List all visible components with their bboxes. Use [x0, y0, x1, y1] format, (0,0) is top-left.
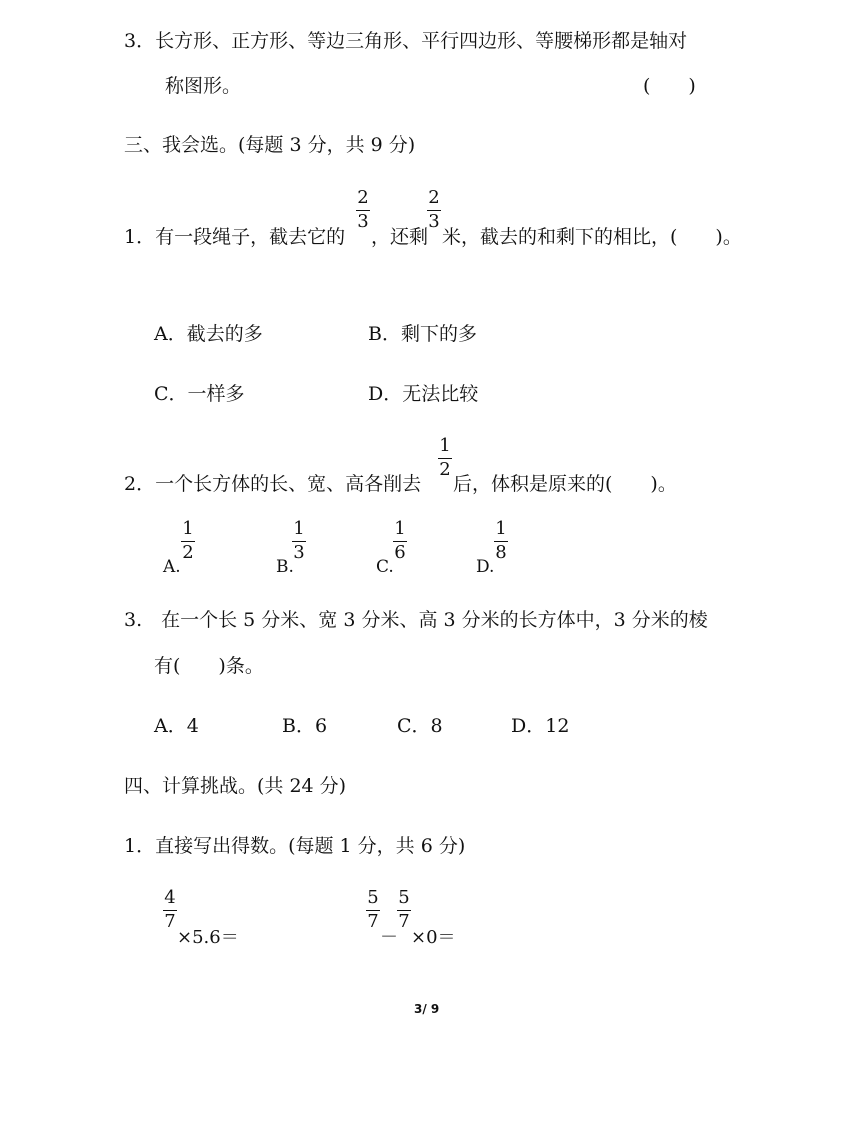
section-4-title: 四、计算挑战。(共 24 分)	[124, 775, 347, 797]
s3q1-option-a: A．截去的多	[154, 323, 263, 345]
fraction-denominator: 2	[439, 459, 451, 480]
s3q1-suffix: 米，截去的和剩下的相比，( )。	[442, 226, 742, 248]
fraction-denominator: 7	[398, 911, 410, 932]
s3q2-fraction	[438, 437, 452, 479]
fraction-numerator: 2	[357, 187, 369, 208]
fraction-numerator: 2	[428, 187, 440, 208]
fraction-numerator: 1	[394, 518, 406, 539]
s4q1-expr2-fraction-1	[366, 889, 380, 931]
page-number: 3/ 9	[414, 1002, 440, 1016]
fraction-denominator: 8	[495, 542, 507, 563]
s3q1-fraction-2	[427, 189, 441, 231]
question-3-line-1: 3．长方形、正方形、等边三角形、平行四边形、等腰梯形都是轴对	[124, 30, 688, 52]
fraction-denominator: 3	[293, 542, 305, 563]
fraction-numerator: 1	[182, 518, 194, 539]
s4q1-title: 1．直接写出得数。(每题 1 分，共 6 分)	[124, 835, 466, 857]
s3q3-line-1: 3. 在一个长 5 分米、宽 3 分米、高 3 分米的长方体中，3 分米的棱	[124, 609, 708, 631]
s3q1-option-b: B．剩下的多	[368, 323, 477, 345]
s3q2-option-a-fraction	[181, 520, 195, 562]
s3q2-option-c-label: C.	[376, 557, 394, 577]
fraction-numerator: 1	[495, 518, 507, 539]
answer-parentheses: ( )	[643, 75, 696, 97]
fraction-numerator: 1	[439, 435, 451, 456]
s3q1-prefix: 1．有一段绳子，截去它的	[124, 226, 346, 248]
s4q1-expr2-operator: －	[380, 927, 398, 948]
s3q2-option-b-label: B.	[276, 557, 294, 577]
s3q1-mid: ，还剩	[371, 226, 429, 248]
fraction-denominator: 6	[394, 542, 406, 563]
s3q2-option-d-fraction	[494, 520, 508, 562]
s3q3-option-b: B．6	[282, 715, 328, 737]
s3q1-fraction-1	[356, 189, 370, 231]
fraction-numerator: 4	[164, 887, 176, 908]
s4q1-expr1-rest: ×5.6＝	[177, 927, 239, 948]
s3q2-option-a-label: A.	[163, 557, 181, 577]
fraction-denominator: 3	[357, 211, 369, 232]
s3q3-option-a: A．4	[154, 715, 199, 737]
s3q2-prefix: 2．一个长方体的长、宽、高各削去	[124, 473, 422, 495]
fraction-numerator: 5	[398, 887, 410, 908]
fraction-denominator: 7	[164, 911, 176, 932]
s4q1-expr2-fraction-2	[397, 889, 411, 931]
fraction-denominator: 7	[367, 911, 379, 932]
question-3-line-2: 称图形。	[165, 75, 242, 97]
s3q3-line-2: 有( )条。	[154, 655, 264, 677]
fraction-denominator: 3	[428, 211, 440, 232]
fraction-numerator: 5	[367, 887, 379, 908]
s3q2-option-b-fraction	[292, 520, 306, 562]
s4q1-expr2-rest: ×0＝	[411, 927, 456, 948]
s3q2-suffix: 后，体积是原来的( )。	[453, 473, 677, 495]
fraction-numerator: 1	[293, 518, 305, 539]
s4q1-expr1-fraction	[163, 889, 177, 931]
s3q1-option-c: C．一样多	[154, 383, 245, 405]
s3q3-option-d: D．12	[511, 715, 570, 737]
s3q2-option-c-fraction	[393, 520, 407, 562]
s3q1-option-d: D．无法比较	[368, 383, 479, 405]
fraction-denominator: 2	[182, 542, 194, 563]
s3q3-option-c: C．8	[397, 715, 443, 737]
section-3-title: 三、我会选。(每题 3 分，共 9 分)	[124, 134, 416, 156]
s3q2-option-d-label: D.	[476, 557, 495, 577]
